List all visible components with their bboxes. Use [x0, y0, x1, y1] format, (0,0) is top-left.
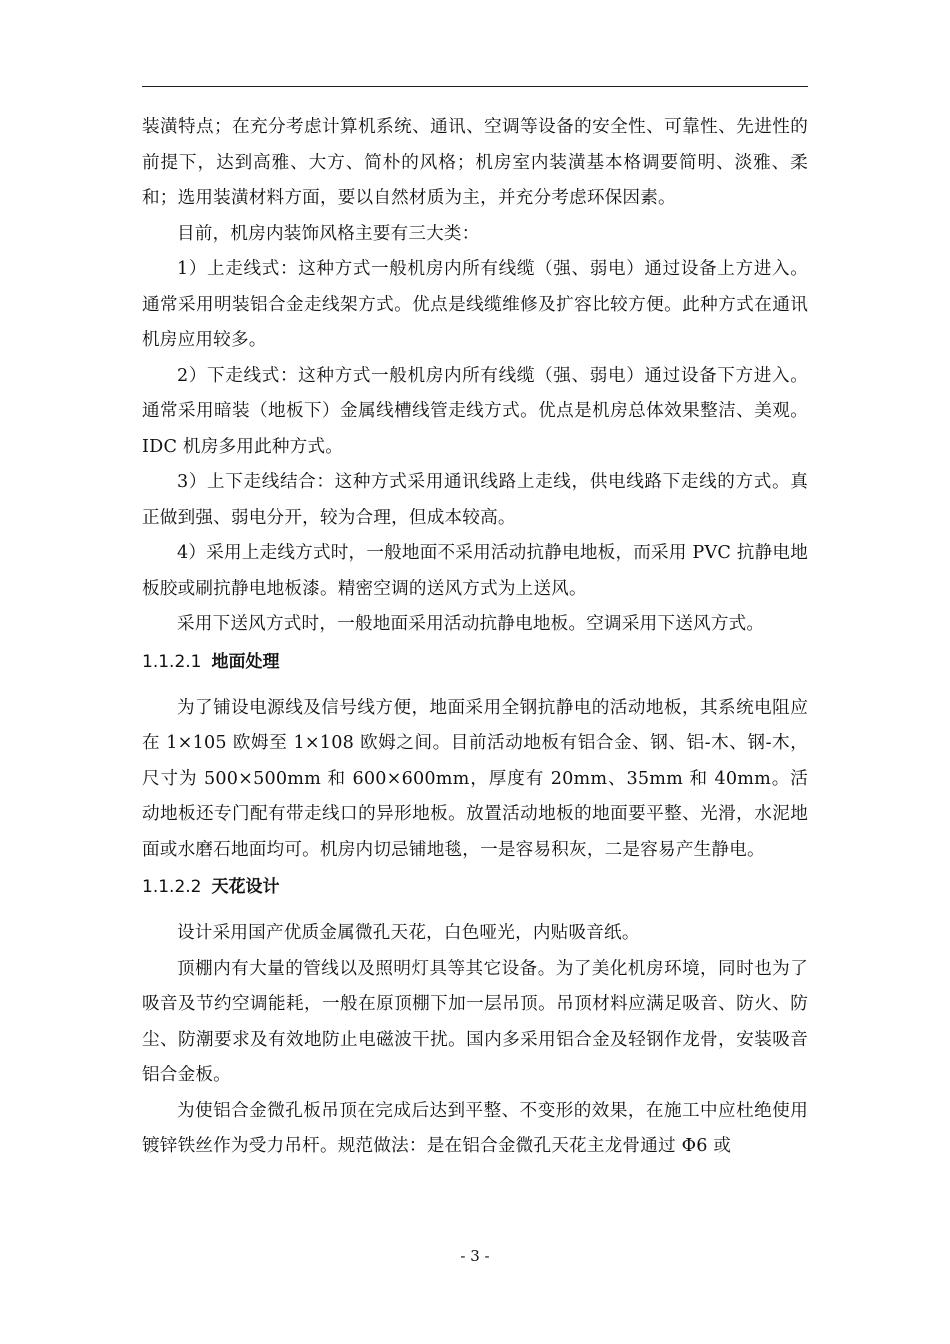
- document-body: [142, 110, 808, 1165]
- paragraph: 顶棚内有大量的管线以及照明灯具等其它设备。为了美化机房环境，同时也为了吸音及节约空调能耗，一般在原顶棚下加一层吊顶。吊顶材料应满足吸音、防火、防尘、防潮要求及有效地防止电磁波干扰。国内多采用铝合金及轻钢作龙骨，安装吸音铝合金板。: [142, 958, 808, 1085]
- paragraph: 设计采用国产优质金属微孔天花，白色哑光，内贴吸音纸。: [177, 923, 640, 943]
- section-title: 天花设计: [211, 877, 280, 897]
- paragraph: 目前，机房内装饰风格主要有三大类：: [177, 223, 480, 244]
- list-item-combined-routing: 3）上下走线结合：这种方式采用通讯线路上走线，供电线路下走线的方式。真正做到强、弱电分开，较为合理，但成本较高。: [142, 472, 808, 528]
- list-item-bottom-routing: 2）下走线式：这种方式一般机房内所有线缆（强、弱电）通过设备下方进入。通常采用暗装（地板下）金属线槽线管走线方式。优点是机房总体效果整洁、美观。IDC 机房多用此种方式。: [142, 365, 808, 457]
- section-title: 地面处理: [211, 651, 280, 672]
- paragraph: 为了铺设电源线及信号线方便，地面采用全钢抗静电的活动地板，其系统电阻应在 1×105 欧姆至 1×108 欧姆之间。目前活动地板有铝合金、钢、铝-木、钢-木，尺寸为 500×500mm 和 600×600mm，厚度有 20mm、35mm 和 40mm。活动地板还专门配有带走线口的异形地板。放置活动地板的地面要平整、光滑，水泥地面或水磨石地面均可。机房内切忌铺地毯，一是容易积灰，二是容易产生静电。: [142, 697, 808, 860]
- list-item-top-routing-note: 4）采用上走线方式时，一般地面不采用活动抗静电地板，而采用 PVC 抗静电地板胶或刷抗静电地板漆。精密空调的送风方式为上送风。: [142, 543, 808, 599]
- page-number: - 3 -: [460, 1247, 490, 1265]
- section-number: 1.1.2.2: [142, 877, 202, 897]
- section-number: 1.1.2.1: [142, 651, 202, 672]
- paragraph: 装潢特点；在充分考虑计算机系统、通讯、空调等设备的安全性、可靠性、先进性的前提下，达到高雅、大方、简朴的风格；机房室内装潢基本格调要简明、淡雅、柔和；选用装潢材料方面，要以自然材质为主，并充分考虑环保因素。: [142, 117, 808, 208]
- header-rule: [142, 86, 808, 87]
- paragraph: 为使铝合金微孔板吊顶在完成后达到平整、不变形的效果，在施工中应杜绝使用镀锌铁丝作为受力吊杆。规范做法：是在铝合金微孔天花主龙骨通过 Φ6 或: [142, 1100, 808, 1156]
- section-heading-ceiling: [142, 875, 808, 899]
- list-item-top-routing: 1）上走线式：这种方式一般机房内所有线缆（强、弱电）通过设备上方进入。通常采用明装铝合金走线架方式。优点是线缆维修及扩容比较方便。此种方式在通讯机房应用较多。: [142, 259, 808, 350]
- paragraph: 采用下送风方式时，一般地面采用活动抗静电地板。空调采用下送风方式。: [177, 614, 765, 634]
- section-heading-floor: [142, 650, 808, 674]
